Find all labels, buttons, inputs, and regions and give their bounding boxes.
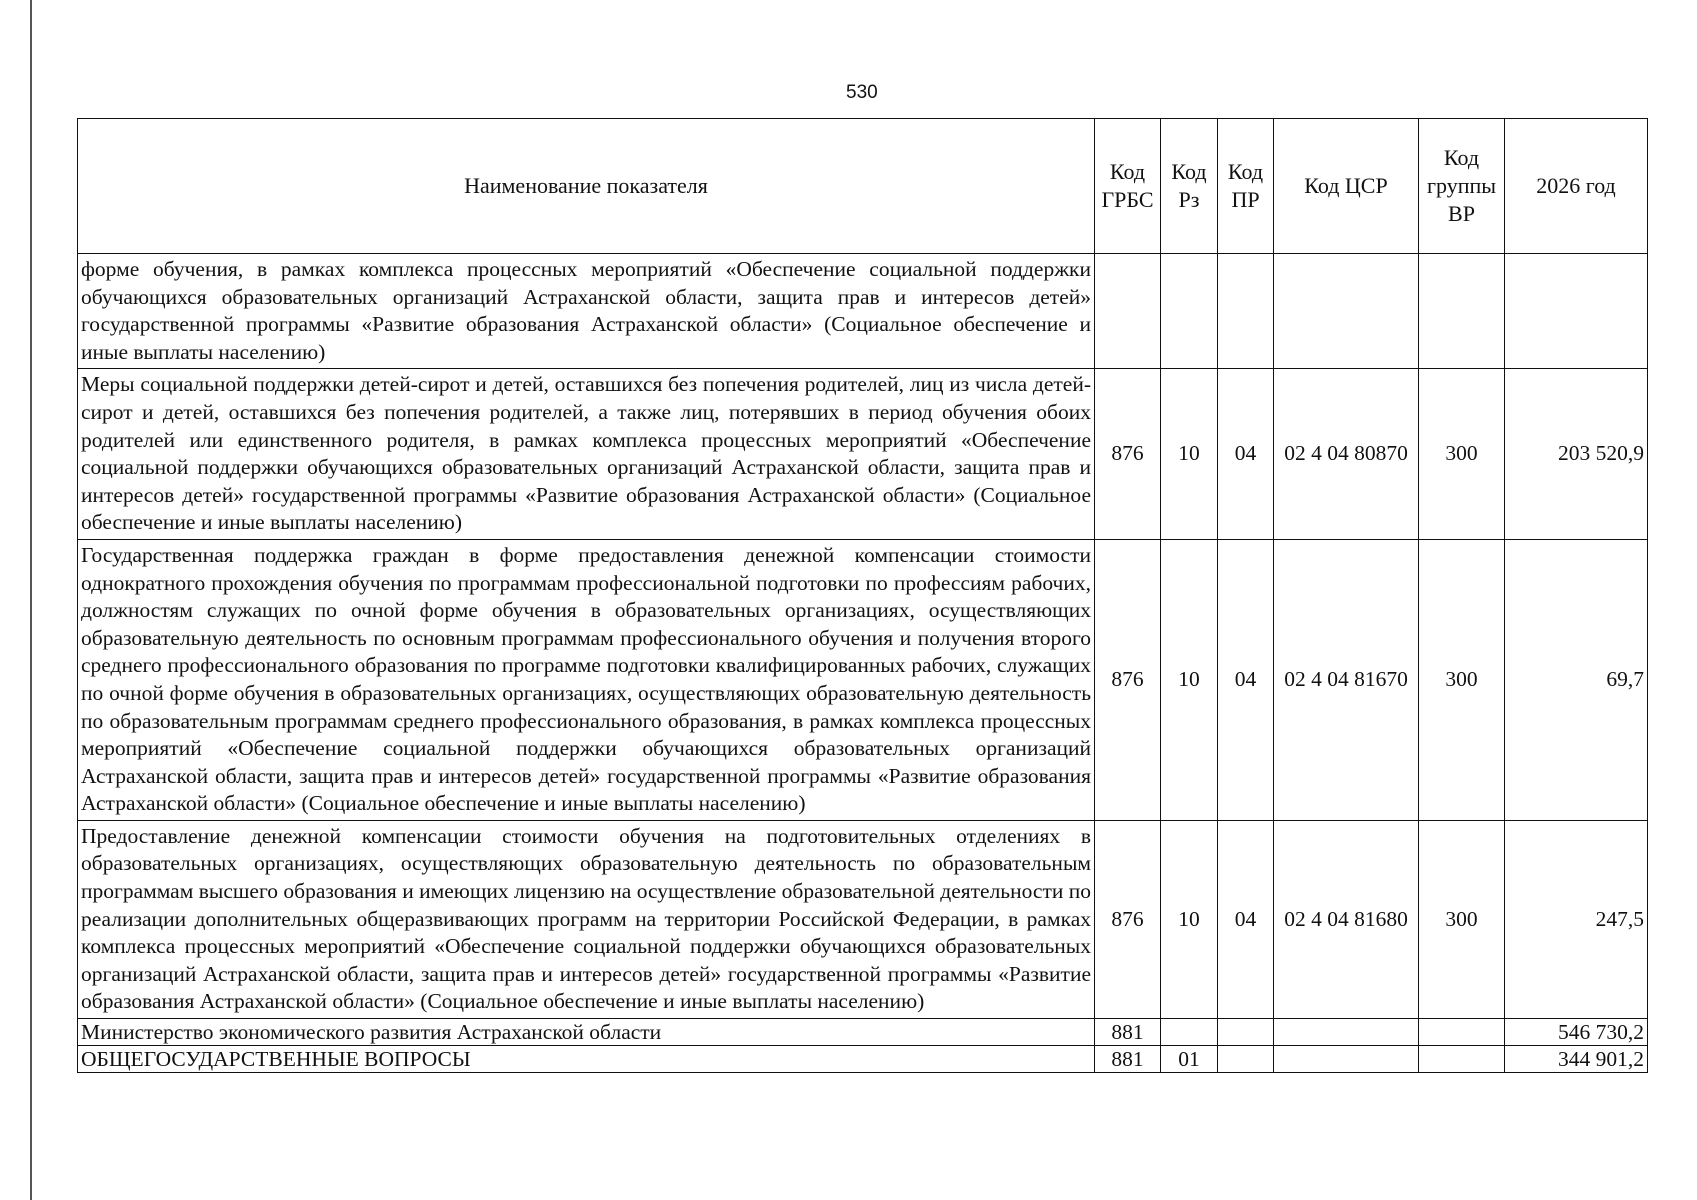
header-vr: Код группы ВР (1419, 119, 1505, 254)
row-name: форме обучения, в рамках комплекса процессных мероприятий «Обеспечение социальной поддержки обучающихся образовательных организаций Астраханской области, защита прав и интересов детей» государственной программы «Развитие образования Астраханской области» (Социальное обеспечение и иные выплаты населению) (78, 254, 1095, 369)
row-name: Меры социальной поддержки детей-сирот и детей, оставшихся без попечения родителей, лиц из числа детей-сирот и детей, оставшихся без попечения родителей, а также лиц, потерявших в период обучения обоих родителей или единственного родителя, в рамках комплекса процессных мероприятий «Обеспечение социальной поддержки обучающихся образовательных организаций Астраханской области, защита прав и интересов детей» государственной программы «Развитие образования Астраханской области» (Социальное обеспечение и иные выплаты населению) (78, 369, 1095, 540)
row-pr (1218, 1046, 1274, 1073)
header-rz: Код Рз (1161, 119, 1218, 254)
header-grbs: Код ГРБС (1095, 119, 1161, 254)
row-rz: 01 (1161, 1046, 1218, 1073)
row-amount: 546 730,2 (1505, 1019, 1648, 1046)
row-vr: 300 (1419, 539, 1505, 820)
row-vr: 300 (1419, 369, 1505, 540)
row-grbs (1095, 254, 1161, 369)
table-row (78, 539, 1648, 820)
row-name: Государственная поддержка граждан в форме предоставления денежной компенсации стоимости однократного прохождения обучения по программам профессиональной подготовки по профессиям рабочих, должностям служащих по очной форме обучения в образовательных организациях, осуществляющих образовательную деятельность по основным программам профессионального обучения и получения второго среднего профессионального образования по программе подготовки квалифицированных рабочих, служащих по очной форме обучения в образовательных организациях, осуществляющих образовательную деятельность по образовательным программам среднего профессионального образования, в рамках комплекса процессных мероприятий «Обеспечение социальной поддержки обучающихся образовательных организаций Астраханской области, защита прав и интересов детей» государственной программы «Развитие образования Астраханской области» (Социальное обеспечение и иные выплаты населению) (78, 539, 1095, 820)
row-amount: 247,5 (1505, 820, 1648, 1018)
header-year: 2026 год (1505, 119, 1648, 254)
row-rz: 10 (1161, 539, 1218, 820)
row-pr: 04 (1218, 369, 1274, 540)
header-name: Наименование показателя (78, 119, 1095, 254)
row-grbs: 876 (1095, 820, 1161, 1018)
row-amount: 69,7 (1505, 539, 1648, 820)
row-rz (1161, 1019, 1218, 1046)
row-vr: 300 (1419, 820, 1505, 1018)
row-pr (1218, 1019, 1274, 1046)
table-row (78, 254, 1648, 369)
row-csr: 02 4 04 81680 (1274, 820, 1419, 1018)
row-vr (1419, 1046, 1505, 1073)
row-name: Министерство экономического развития Астраханской области (78, 1019, 1095, 1046)
page-number: 530 (846, 82, 878, 103)
row-csr (1274, 254, 1419, 369)
left-margin-line (30, 0, 32, 1200)
row-rz: 10 (1161, 820, 1218, 1018)
row-csr (1274, 1046, 1419, 1073)
row-name: Предоставление денежной компенсации стоимости обучения на подготовительных отделениях в образовательных организациях, осуществляющих образовательную деятельность по образовательным программам высшего образования и имеющих лицензию на осуществление образовательной деятельности по реализации дополнительных общеразвивающих программ на территории Российской Федерации, в рамках комплекса процессных мероприятий «Обеспечение социальной поддержки обучающихся образовательных организаций Астраханской области, защита прав и интересов детей» государственной программы «Развитие образования Астраханской области» (Социальное обеспечение и иные выплаты населению) (78, 820, 1095, 1018)
row-name: ОБЩЕГОСУДАРСТВЕННЫЕ ВОПРОСЫ (78, 1046, 1095, 1073)
row-grbs: 881 (1095, 1019, 1161, 1046)
row-rz: 10 (1161, 369, 1218, 540)
table-row (78, 1046, 1648, 1073)
budget-table (77, 118, 1648, 1073)
row-vr (1419, 254, 1505, 369)
row-amount: 344 901,2 (1505, 1046, 1648, 1073)
row-vr (1419, 1019, 1505, 1046)
row-grbs: 881 (1095, 1046, 1161, 1073)
row-csr (1274, 1019, 1419, 1046)
row-grbs: 876 (1095, 369, 1161, 540)
table-row (78, 369, 1648, 540)
row-pr: 04 (1218, 820, 1274, 1018)
row-csr: 02 4 04 81670 (1274, 539, 1419, 820)
table-row (78, 820, 1648, 1018)
row-rz (1161, 254, 1218, 369)
table-header-row (78, 119, 1648, 254)
row-csr: 02 4 04 80870 (1274, 369, 1419, 540)
row-amount (1505, 254, 1648, 369)
header-pr: Код ПР (1218, 119, 1274, 254)
row-amount: 203 520,9 (1505, 369, 1648, 540)
table-row (78, 1019, 1648, 1046)
row-pr: 04 (1218, 539, 1274, 820)
header-csr: Код ЦСР (1274, 119, 1419, 254)
row-pr (1218, 254, 1274, 369)
row-grbs: 876 (1095, 539, 1161, 820)
